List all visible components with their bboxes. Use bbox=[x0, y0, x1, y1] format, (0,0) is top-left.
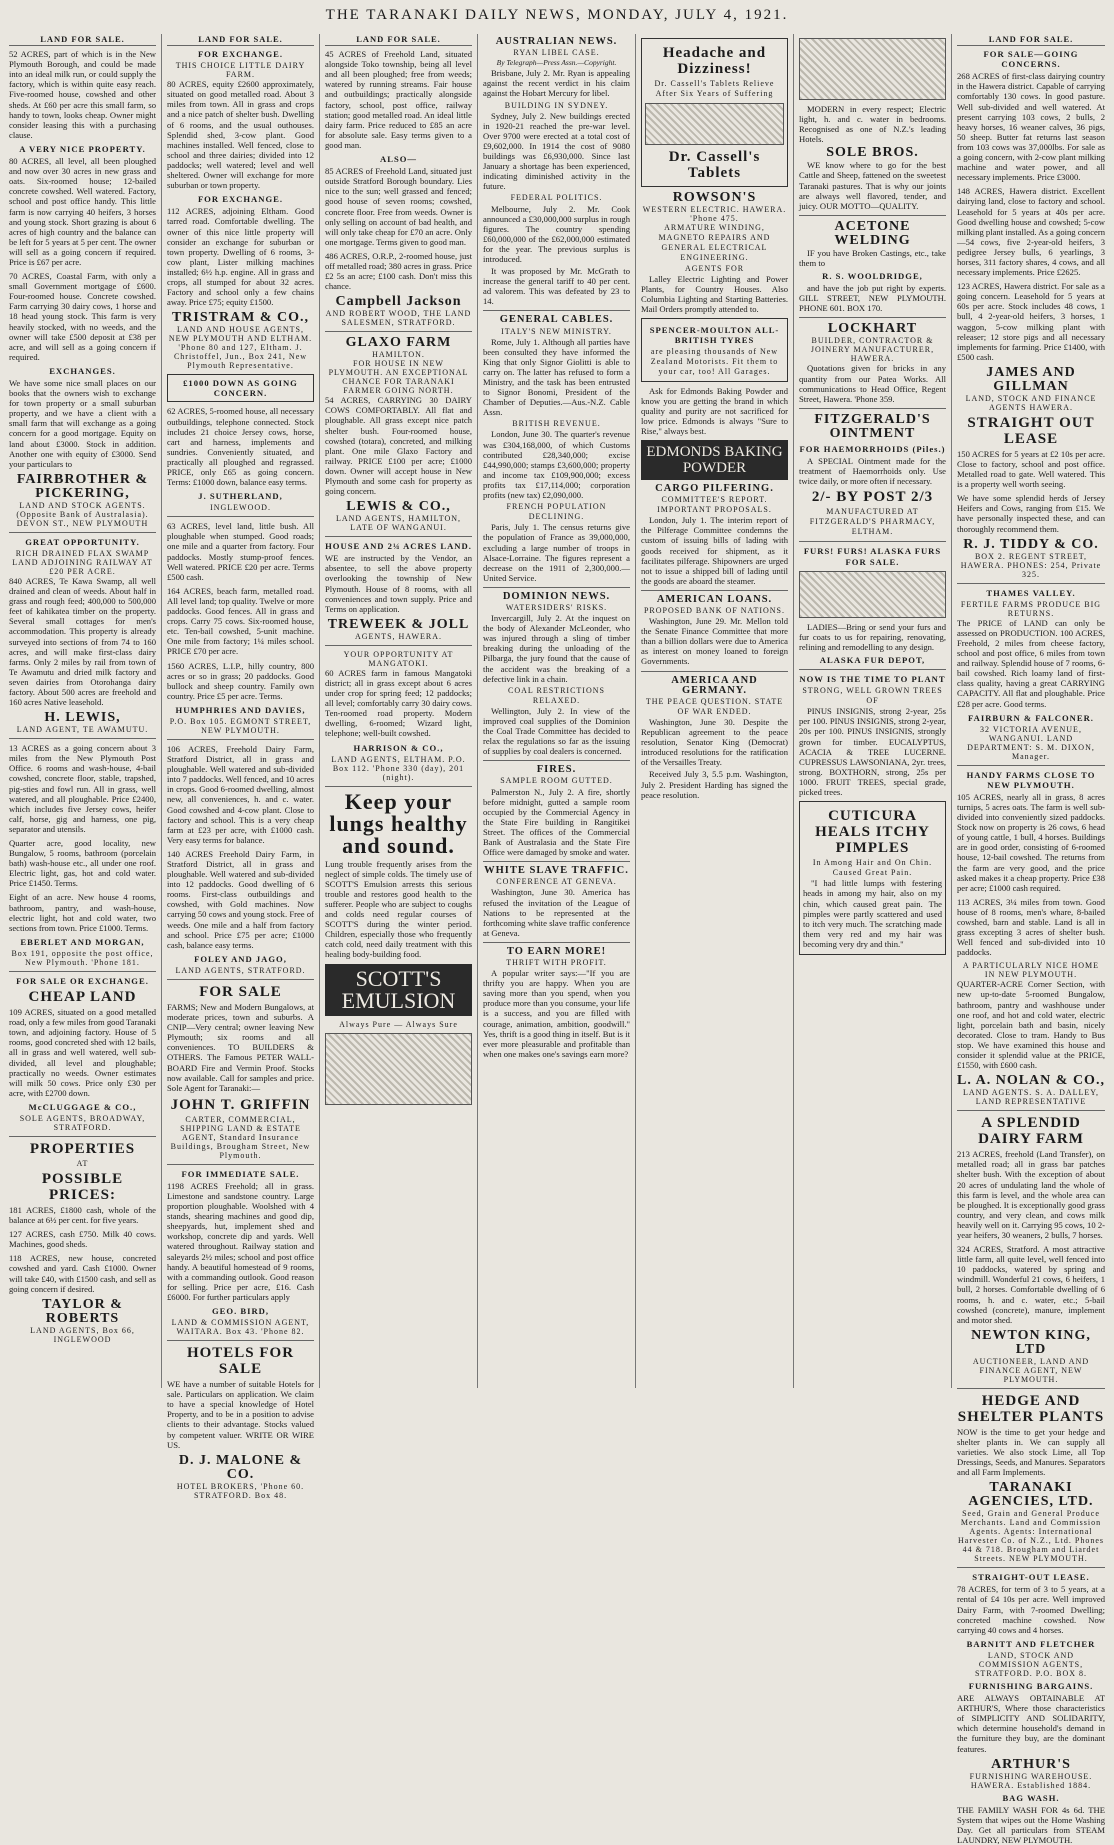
ad-subheading: FOR HOUSE IN NEW PLYMOUTH. AN EXCEPTIONAL CHANCE FOR TARANAKI FARMER GOING NORTH. bbox=[328, 359, 469, 396]
column-7 bbox=[952, 34, 1110, 1845]
section-title: AMERICA AND GERMANY. bbox=[671, 674, 758, 696]
ad-heading: FOR SALE OR EXCHANGE. bbox=[16, 975, 149, 986]
column-head: LAND FOR SALE. bbox=[167, 34, 314, 46]
agent-address: LAND AND HOUSE AGENTS, NEW PLYMOUTH AND ELTHAM. 'Phone 80 and 127, Eltham. J. Christoffel, Jun., Box 241, New Plymouth Representative. bbox=[168, 325, 313, 371]
cuticura-ad bbox=[799, 801, 946, 955]
newton-king-logo: NEWTON KING, LTD bbox=[971, 1327, 1091, 1357]
ad: The PRICE of LAND can only be assessed on PRODUCTION. 100 ACRES, Freehold, 2 miles from cheese factory, school and post office, 6 miles from town and railway. Splendid house of 7 rooms, 6-bail cowshed. Rich loamy land of first-class quality, having a great CARRYING CAPACITY. All flat and ploughable. Price £28 per acre. Good terms. bbox=[957, 617, 1105, 709]
column-3 bbox=[320, 34, 478, 1388]
news-subtitle: COAL RESTRICTIONS RELAXED. bbox=[508, 685, 605, 705]
ad: 80 ACRES, equity £2600 approximately, situated on good metalled road. About 3 miles from town. All in grass and crops and a nice patch of shelter bush. Dwelling of 6 rooms, and the usual outhouses. Splendid shed, 3-cow plant. Good machines installed. Well fenced, close to school and three dairies; divided into 12 paddocks; well watered; level and well sheltered. Owner will exchange for more suburban or town property. bbox=[167, 79, 314, 191]
ad-paragraph: MODERN in every respect; Electric light, h. and c. water in bedrooms. Recognised as one of N.Z.'s leading Hotels. bbox=[799, 104, 946, 145]
ad: 118 ACRES, new house, concreted cowshed and yard. Cash £1000. Owner will take £40, with £1500 cash, and sell as going concern if desired. bbox=[9, 1253, 156, 1294]
divider bbox=[957, 583, 1105, 584]
fox-illustration bbox=[799, 571, 946, 618]
ad-heading: BAG WASH. bbox=[1002, 1792, 1060, 1803]
agent-address: HAMILTON. bbox=[372, 350, 425, 360]
news-paragraph: Received July 3, 5.5 p.m. Washington, July 2. President Harding has signed the peace resolution. bbox=[641, 769, 788, 800]
news-subtitle: RYAN LIBEL CASE. bbox=[513, 48, 600, 58]
column-6 bbox=[794, 34, 952, 1388]
ad: NOW is the time to get your hedge and shelter plants in. We can supply all varieties. We also stock Lime, all Top Dressings, Seeds, and Manures. Separators and all Farm Implements. bbox=[957, 1426, 1105, 1478]
agent-name: TAYLOR & ROBERTS bbox=[42, 1296, 123, 1326]
ad-heading: HANDY FARMS CLOSE TO NEW PLYMOUTH. bbox=[966, 769, 1096, 790]
service-line: AGENTS FOR bbox=[684, 263, 745, 273]
agent-address: AGENTS, HAWERA. bbox=[354, 631, 443, 641]
section-title: TO EARN MORE! bbox=[506, 945, 607, 957]
agent-name: GLAXO FARM bbox=[345, 335, 452, 351]
news-paragraph: Sydney, July 2. New buildings erected in 1920-21 reached the pre-war level. Over 9700 were erected at a total cost of £9,602,000. In 1914 the cost of 9080 buildings was £6,930,000. Since last January a shortage has been experienced, indicating diminished activity in the future. bbox=[483, 110, 630, 192]
ad: We have some nice small places on our books that the owners wish to exchange for town property or a small suburban property, and we have a client with a small farm that will exchange as a going concern for a good mortgage. Equity on land about £3000. Stock in addition. Another one with equity of £3000. Send your particulars to bbox=[9, 378, 156, 469]
divider bbox=[167, 516, 314, 517]
price-line: 2/- BY POST 2/3 bbox=[811, 489, 934, 506]
divider bbox=[799, 408, 946, 409]
news-paragraph: Washington, June 30. America has refused the invitation of the League of Nations to be represented at the forthcoming white slave traffic conference at Geneva. bbox=[483, 887, 630, 938]
cuticura-subline: In Among Hair and On Chin. Caused Great Pain. bbox=[812, 858, 933, 878]
ad-subheading: A PARTICULARLY NICE HOME IN NEW PLYMOUTH. bbox=[962, 961, 1100, 980]
column-5 bbox=[636, 34, 794, 1388]
agent-address: AND ROBERT WOOD, THE LAND SALESMEN, STRATFORD. bbox=[325, 309, 472, 328]
agent-address: BOX 2. REGENT STREET, HAWERA. PHONES: 254, Private 325. bbox=[960, 551, 1102, 579]
ad: THE FAMILY WASH FOR 4s 6d. THE System that wipes out the Home Washing Day. Get all particulars from STEAM LAUNDRY, NEW PLYMOUTH. bbox=[957, 1804, 1105, 1845]
ad: 113 ACRES, 3¼ miles from town. Good house of 8 rooms, men's whare, 8-bailed cowshed, barn and stable. Land is all in grass excepting 3 acres of shelter bush. Well fenced and sub-divided into 10 paddocks. bbox=[957, 896, 1105, 958]
agent-name: J. SUTHERLAND, bbox=[198, 491, 283, 502]
ad: 105 ACRES, nearly all in grass, 8 acres turnips, 5 acres oats. The farm is well sub-divided into conveniently sized paddocks. Stock now on property is 26 cows, 6 head of young cattle, 1 bull, 4 horses. Buildings are in good order, consisting of 6-roomed house, 12-bail cowshed. The returns from the farm are very good, and the price asked makes it a cheap property. Price £38 per acre; £1000 cash required. bbox=[957, 791, 1105, 893]
agent-address: P.O. Box 105. EGMONT STREET, NEW PLYMOUTH. bbox=[169, 716, 312, 735]
scotts-emulsion-logo: SCOTT'S EMULSION bbox=[325, 964, 472, 1016]
news-subtitle: CONFERENCE AT GENEVA. bbox=[496, 877, 617, 887]
ad-heading: FURS! FURS! ALASKA FURS FOR SALE. bbox=[803, 546, 942, 567]
section-title: CARGO PILFERING. bbox=[655, 482, 774, 494]
ad: ARE ALWAYS OBTAINABLE AT ARTHUR'S, Where those characteristics of SIMPLICITY AND SOLIDARITY, which determine household's demand in the furniture they buy, are the dominant features. bbox=[957, 1693, 1105, 1754]
news-paragraph: A popular writer says:—"If you are thrifty you are happy. When you are saving more than you spend, when you produce more than you consume, your life is a success, and you are filled with courage, animation, ambition, goodwill." Yes, thrift is a good thing in itself. But is it ever more pleasurable and profitable than when one makes one's savings earn more? bbox=[483, 968, 630, 1059]
agent-address: FURNISHING WAREHOUSE. HAWERA. Established 1884. bbox=[969, 1771, 1093, 1790]
agent-address: 32 VICTORIA AVENUE, WANGANUI. LAND DEPARTMENT: S. M. DIXON, Manager. bbox=[967, 724, 1095, 761]
divider bbox=[9, 971, 156, 972]
tyres-text: are pleasing thousands of New Zealand Motorists. Fit them to your car, too! All Garages. bbox=[650, 347, 779, 377]
ad-paragraph: Lalley Electric Lighting and Power Plants, for Country Houses. Also Columbia Lighting and Starting Batteries. Mail Orders promptly attended to. bbox=[641, 273, 788, 314]
news-paragraph: Wellington, July 2. In view of the improved coal supplies of the Dominion the Coal Trade Committee has decided to relax the regulations so far as the issuing of supplies by coal dealers is concerned. bbox=[483, 705, 630, 757]
agent-address: LAND AGENTS, HAMILTON, LATE OF WANGANUI. bbox=[335, 514, 462, 533]
ad-heading-large: FOR SALE bbox=[199, 983, 282, 1000]
news-subtitle: THE PEACE QUESTION. STATE OF WAR ENDED. bbox=[645, 696, 784, 716]
service-line: ARMATURE WINDING, MAGNETO REPAIRS AND GENERAL ELECTRICAL ENGINEERING. bbox=[658, 223, 771, 263]
ad-subheading: YOUR OPPORTUNITY AT MANGATOKI. bbox=[343, 649, 454, 668]
ad-paragraph: Quotations given for bricks in any quantity from our Patea Works. All communications to Head Office, Regent Street, Hawera. 'Phone 359. bbox=[799, 363, 946, 404]
ad-heading: A VERY NICE PROPERTY. bbox=[19, 143, 146, 154]
agent-address: HOTEL BROKERS, 'Phone 60. STRATFORD. Box 48. bbox=[176, 1481, 305, 1500]
agent-name: FAIRBROTHER & PICKERING, bbox=[16, 471, 149, 501]
news-credit: By Telegraph—Press Assn.—Copyright. bbox=[496, 58, 617, 68]
divider bbox=[167, 739, 314, 740]
ad-heading: GREAT OPPORTUNITY. bbox=[25, 536, 140, 547]
cuticura-testimonial: "I had little lumps with festering heads in among my hair, also on my chin, which caused great pain. The pimples were partly scattered and used to itch very much. The scratching made them very red and my hair was becoming very dry and thin." bbox=[803, 878, 942, 949]
column-head: LAND FOR SALE. bbox=[325, 34, 472, 46]
news-paragraph: Invercargill, July 2. At the inquest on the body of Alexander McLeonder, who was injured through a sling of timber breaking during the unloading of the Pilbarga, the jury found that the cause of the accident was the breaking of a defective link in a chain. bbox=[483, 613, 630, 684]
agent-name: EBERLET AND MORGAN, bbox=[20, 936, 145, 947]
tyres-ad bbox=[641, 318, 788, 381]
ad-heading: NOW IS THE TIME TO PLANT bbox=[799, 674, 946, 684]
divider bbox=[641, 590, 788, 591]
ad: 324 ACRES, Stratford. A most attractive little farm, all quite level, well fenced into 10 paddocks, watered by spring and windmill. Wonderful 21 cows, 6 heifers, 1 bull, 2 horses. Comfortable dwelling of 6 rooms, h. and c. water, etc.; 5-bail cowshed (concrete), manure, implement and motor shed. bbox=[957, 1244, 1105, 1325]
agent-address: Box 191, opposite the post office, New Plymouth. 'Phone 181. bbox=[11, 948, 154, 967]
ad: 1560 ACRES, L.I.P., hilly country, 800 acres or so in grass; 20 paddocks. Good bullock and sheep country. Family own country. Price £5 per acre. Terms. bbox=[167, 660, 314, 701]
ad-subheading: THIS CHOICE LITTLE DAIRY FARM. bbox=[175, 61, 306, 80]
news-subtitle: COMMITTEE'S REPORT. IMPORTANT PROPOSALS. bbox=[657, 495, 772, 515]
agent-name: LOCKHART bbox=[827, 321, 918, 337]
divider bbox=[957, 1388, 1105, 1389]
divider bbox=[957, 765, 1105, 766]
ad: 1198 ACRES Freehold; all in grass. Limestone and sandstone country. Large proportion ploughable. Woolshed with 4 stands, shearing machines and good dip, sheepyards, hut, implement shed and workshop, concrete dip and yards. Well watered throughout. Railway station and saleyards 2½ miles; school and post office handy. A beautiful homestead of 9 rooms, with a commanding outlook. Good reason for selling. Price per acre, £16. Cash £6000. For further particulars apply bbox=[167, 1180, 314, 1302]
ad-heading: THAMES VALLEY. bbox=[986, 587, 1076, 598]
section-title: AUSTRALIAN NEWS. bbox=[495, 36, 618, 47]
portrait-illustration bbox=[645, 103, 784, 145]
cassells-product: Dr. Cassell's Tablets bbox=[668, 149, 761, 182]
boxed-heading: £1000 DOWN AS GOING CONCERN. bbox=[167, 374, 314, 402]
ad-heading: ALSO— bbox=[380, 154, 417, 165]
agent-name: TRISTRAM & CO., bbox=[171, 310, 310, 326]
hotel-illustration bbox=[799, 38, 946, 100]
column-2 bbox=[162, 34, 320, 1500]
ad-subheading: RICH DRAINED FLAX SWAMP LAND ADJOINING RAILWAY AT £20 PER ACRE. bbox=[12, 548, 153, 576]
ad: 148 ACRES, Hawera district. Excellent dairying land, close to factory and school. Leasehold for 5 years at 40s per acre. Good dwelling house and cowshed; 5-cow milking plant installed. As a going concern—54 cows, five 2-year-old heifers, 3 pedigree Jersey bulls, 6 yearlings, 3 horses, 311 factory shares, 4 cows, and all necessary implements. Price £2625. bbox=[957, 186, 1105, 278]
agent-address: LAND AGENTS, Box 66, INGLEWOOD bbox=[30, 1325, 135, 1344]
section-title: FIRES. bbox=[536, 764, 577, 776]
ad-heading: FOR SALE—GOING CONCERNS. bbox=[983, 49, 1079, 70]
edmonds-logo: EDMONDS BAKING POWDER bbox=[641, 440, 788, 480]
ad: 123 ACRES, Hawera district. For sale as a going concern. Leasehold for 5 years at 60s per acre. Stock includes 48 cows, 1 bull, 4 2-year-old heifers, 3 horses, 1 waggon, 5-cow milking plant with releaser; 12 store pigs and all necessary implements for farming. Price £1400, with £500 cash. bbox=[957, 281, 1105, 362]
news-paragraph: Palmerston N., July 2. A fire, shortly before midnight, gutted a sample room occupied by the Commercial Agency in the State Fire building in Rangitikei Street. The offices of the Commercial Bank of Australasia and the State Fire Office were damaged by smoke and water. bbox=[483, 786, 630, 858]
column-1 bbox=[4, 34, 162, 1388]
agent-name: ROWSON'S bbox=[672, 190, 757, 206]
agent-address: WESTERN ELECTRIC. HAWERA. 'Phone 475. bbox=[642, 205, 787, 224]
divider bbox=[167, 1340, 314, 1341]
ad-heading-large: HOTELS FOR SALE bbox=[186, 1345, 295, 1378]
ad: 13 ACRES as a going concern about 3 miles from the New Plymouth Post Office. 6 rooms and wash-house, 4-bail cowshed, concrete floor, stable, trapshed, pig-sties and fowl run. All in grass, well watered, and all ploughable. Price £2400, which includes five Jersey cows, heifer calf, horse, gig and harness, one pig, separator and utensils. bbox=[9, 743, 156, 834]
news-subtitle: WATERSIDERS' RISKS. bbox=[505, 602, 608, 612]
section-title: GENERAL CABLES. bbox=[499, 314, 614, 326]
agent-name: L. A. NOLAN & CO., bbox=[957, 1073, 1105, 1089]
masthead: THE TARANAKI DAILY NEWS, MONDAY, JULY 4, 1921. bbox=[325, 7, 789, 23]
divider bbox=[9, 738, 156, 739]
agent-name: H. LEWIS, bbox=[44, 710, 121, 726]
agent-address: LAND AGENT, TE AWAMUTU. bbox=[16, 725, 149, 735]
ad: WE have a number of suitable Hotels for sale. Particulars on application. We claim to have a special knowledge of Hotel Property, and to be in a position to advise clients to their advantage. Stocks valued by competent valuer. WRITE OR WIRE US. bbox=[167, 1379, 314, 1450]
ad-heading: FOR EXCHANGE. bbox=[197, 49, 284, 60]
agent-name: JOHN T. GRIFFIN bbox=[170, 1096, 311, 1113]
ad: QUARTER-ACRE Corner Section, with new up-to-date 5-roomed Bungalow, bathroom, pantry and washhouse under one roof, and hot and cold water, electric light, porcelain bath and basin, nicely decorated. Close to tram. Handy to Bus stop. We have examined this house and consider it splendid value at the PRICE, £1550, with £600 cash. bbox=[957, 979, 1105, 1071]
agent-name: FAIRBURN & FALCONER. bbox=[968, 712, 1094, 723]
agent-name: R. J. TIDDY & CO. bbox=[963, 536, 1099, 552]
columns bbox=[4, 34, 1110, 1845]
ad: Lung trouble frequently arises from the neglect of simple colds. The timely use of SCOTT'S Emulsion arrests this serious trouble and restores good health to the sufferer. People who are subject to coughs and colds need regular courses of SCOTT'S during the winter period. Children, especially those who frequently catch cold, need daily treatment with this healing body-building food. bbox=[325, 858, 472, 960]
fisherman-illustration bbox=[325, 1033, 472, 1105]
ad: FARMS; New and Modern Bungalows, at moderate prices, town and suburbs. A CNIP—Very central; owner leaving New Plymouth; six rooms and all conveniences. TO BUILDERS & OTHERS. The Famous PETER WALL-BOARD Fire and Vermin Proof. Stocks now available. Call for samples and price. Sole Agent for Taranaki:— bbox=[167, 1001, 314, 1093]
news-paragraph: It was proposed by Mr. McGrath to increase the general tariff to 40 per cent. ad valorem. This was defeated by 23 to 14. bbox=[483, 266, 630, 307]
agent-name: JAMES AND GILLMAN bbox=[986, 364, 1076, 394]
ad-paragraph: PINUS INSIGNIS, strong 2-year, 25s per 100. PINUS INSIGNIS, strong 2-year, 20s per 100. PINUS INSIGNIS, strongly grown for timber. EUCALYPTUS, ACACIA & TREE LUCERNE. CUPRESSUS LAWSONIANA, 2yr. trees, strong. BOXTHORN, strong, 25s per 1000. FRUIT TREES, special grade, picked trees. bbox=[799, 706, 946, 798]
agent-name: TREWEEK & JOLL bbox=[327, 616, 470, 632]
divider bbox=[799, 215, 946, 216]
section-title: DOMINION NEWS. bbox=[502, 590, 611, 602]
ad: 486 ACRES, O.R.P., 2-roomed house, just off metalled road; 380 acres in grass. Price £2 5s an acre; £100 cash. Don't miss this chance. bbox=[325, 250, 472, 292]
ad: 85 ACRES of Freehold Land, situated just outside Stratford Borough boundary. Lies nice to the sun; well grassed and fenced; good house of seven rooms; cowshed, concrete floor. Free from weeds. Owner is only selling on account of bad health, and will only take cheap for £70 an acre. Only one mortgage. Terms given to good man. bbox=[325, 166, 472, 247]
agent-name: BARNITT AND FLETCHER bbox=[966, 1638, 1096, 1649]
cassells-headline: Headache and Dizziness! bbox=[662, 45, 767, 77]
divider bbox=[799, 669, 946, 670]
ad-heading: FOR HAEMORRHOIDS (Piles.) bbox=[799, 443, 946, 454]
ad: Eight of an acre. New house 4 rooms, bathroom, pantry, and wash-house, electric light, hot and cold water, two sections from town. Price £1000. Terms. bbox=[9, 892, 156, 933]
ad: Quarter acre, good locality, new Bungalow, 5 rooms, bathroom (porcelain bath) wash-house etc., all under one roof. Electric light, gas, hot and cold water. Price £1450. Terms. bbox=[9, 838, 156, 889]
ad: 150 ACRES for 5 years at £2 10s per acre. Close to factory, school and post office. Metalled road to gate. Well watered. This is a property well worth seeing. bbox=[957, 448, 1105, 490]
divider bbox=[957, 1110, 1105, 1111]
news-paragraph: Melbourne, July 2. Mr. Cook announced a £30,000,000 surplus in rough figures. The country spending £60,000,000 of the £62,000,000 estimated for the year. The previous surplus is introduced. bbox=[483, 203, 630, 264]
agent-address: AUCTIONEER, LAND AND FINANCE AGENT, NEW PLYMOUTH. bbox=[972, 1356, 1090, 1384]
agent-name: ALASKA FUR DEPOT, bbox=[819, 654, 926, 665]
ad-paragraph: A SPECIAL Ointment made for the treatment of Haemorrhoids only. Use twice daily, or more often if necessary. bbox=[799, 455, 946, 487]
ad: 70 ACRES, Coastal Farm, with only a small Government mortgage of £600. Four-roomed house. Concrete cowshed. Farm carrying 30 dairy cows, 1 horse and 18 head young stock. This farm is very heavily stocked, with no weeds, and the owner will take £500 deposit at £38 per acre, and will sell as a going concern if required. bbox=[9, 271, 156, 362]
ad-heading-large: POSSIBLE PRICES: bbox=[41, 1170, 124, 1203]
divider bbox=[9, 532, 156, 533]
news-subtitle: BRITISH REVENUE. bbox=[512, 419, 601, 429]
agent-name: HARRISON & CO., bbox=[353, 742, 444, 753]
ad: 164 ACRES, beach farm, metalled road. All level land; top quality. Twelve or more paddocks. Good fences. All in grass and crops. Carry 75 cows. Six-roomed house, etc. Ten-bail cowshed, 5-unit machine. One mile from factory; 1¼ miles school. PRICE £70 per acre. bbox=[167, 585, 314, 657]
news-subtitle: BUILDING IN SYDNEY. bbox=[504, 100, 609, 110]
divider bbox=[483, 760, 630, 761]
ad-heading-large: A SPLENDID DAIRY FARM bbox=[978, 1115, 1084, 1148]
ad: 54 ACRES, CARRYING 30 DAIRY COWS COMFORTABLY. All flat and ploughable. All grass except nice patch shelter bush. Four-roomed house, cowshed (totara), concreted, and milking plant. One mile Glaxo Factory and railway. PRICE £100 per acre; £1000 down. Owner will accept house in New Plymouth and some cash for property as going concern. bbox=[325, 395, 472, 497]
column-head: LAND FOR SALE. bbox=[9, 34, 156, 46]
agent-name: McCLUGGAGE & CO., bbox=[28, 1101, 137, 1112]
ad: 45 ACRES of Freehold Land, situated alongside Toko township, being all level and all been ploughed; free from weeds; watered by running streams. Fair house and outbuildings; practically alongside factory, school, post office, railway station; good metalled road. An ideal little dairy farm. Price reduced to £85 an acre for absolute sale. Easy terms given to a good man. bbox=[325, 49, 472, 150]
ad: 63 ACRES, level land, little bush. All ploughable when stumped. Good roads; one mile and a quarter from factory. Four paddocks. Mostly stump-proof fences. Well watered. PRICE £20 per acre. Terms £500 cash. bbox=[167, 521, 314, 582]
column-head: LAND FOR SALE. bbox=[957, 34, 1105, 46]
news-paragraph: Washington, June 29. Mr. Mellon told the Senate Finance Committee that more than a billion dollars were due to America as interest on money loaned to foreign Governments. bbox=[641, 616, 788, 667]
news-paragraph: London, July 1. The interim report of the Pilferage Committee condemns the custom of issuing bills of lading with goods received for shipment, as it facilitates pilferage. Shipowners are urged not to issue a shipped bill of lading until the goods are aboard the steamer. bbox=[641, 515, 788, 586]
cuticura-headline: CUTICURA HEALS ITCHY PIMPLES bbox=[815, 808, 930, 857]
agent-address: Seed, Grain and General Produce Merchants. Land and Commission Agents. Agents: International Harvester Co. of N.Z., Ltd. Phones 44 & 718. Brougham and Liardet Streets. NEW PLYMOUTH. bbox=[958, 1509, 1104, 1564]
ad: 62 ACRES, 5-roomed house, all necessary outbuildings, telephone connected. Stock includes 21 choice Jersey cows, horse, cart and harness, implements and sundries. Conveniently situated, and practically all ploughed and regrassed. PRICE, only £65 as going concern. Terms: £1000 down, balance easy terms. bbox=[167, 406, 314, 488]
divider bbox=[167, 979, 314, 980]
agent-address: LAND, STOCK AND FINANCE AGENTS HAWERA. bbox=[965, 393, 1097, 412]
ad-heading: FOR EXCHANGE. bbox=[197, 194, 284, 205]
news-subtitle: FRENCH POPULATION DECLINING. bbox=[506, 502, 607, 522]
divider bbox=[641, 671, 788, 672]
agent-name: SOLE BROS. bbox=[826, 145, 919, 161]
divider bbox=[325, 536, 472, 537]
divider bbox=[799, 541, 946, 542]
ad-heading: FOR IMMEDIATE SALE. bbox=[181, 1168, 300, 1179]
news-paragraph: Rome, July 1. Although all parties have been consulted they have informed the King that only Signor Giolitti is able to carry on. The latter has refused to form a Ministry, and the task has been entrusted to Signor Bonomi, President of the Chamber of Deputies.—Aus.-N.Z. Cable Assn. bbox=[483, 336, 630, 418]
divider bbox=[325, 645, 472, 646]
cassells-subline: Dr. Cassell's Tablets Relieve After Six Years of Suffering bbox=[654, 79, 775, 99]
divider bbox=[167, 1164, 314, 1165]
ad-heading-large: PROPERTIES bbox=[29, 1140, 136, 1157]
ad-subheading: STRONG, WELL GROWN TREES OF bbox=[802, 686, 943, 706]
section-title: WHITE SLAVE TRAFFIC. bbox=[484, 865, 629, 877]
news-paragraph: London, June 30. The quarter's revenue was £304,168,000, of which Customs contributed £28,340,000; excise £44,990,000; stamps £3,600,000; property and income tax £109,900,000; excess profits tax £17,114,000; corporation profits (new tax) £2,090,000. bbox=[483, 429, 630, 501]
divider bbox=[483, 942, 630, 943]
ad-heading-large: CHEAP LAND bbox=[28, 989, 137, 1006]
ad-heading-large: STRAIGHT OUT LEASE bbox=[967, 414, 1095, 447]
ad-heading-large: HEDGE AND SHELTER PLANTS bbox=[957, 1392, 1105, 1425]
agent-name: LEWIS & CO., bbox=[346, 499, 451, 515]
agent-address: LAND & COMMISSION AGENT, WAITARA. Box 43. 'Phone 82. bbox=[171, 1318, 310, 1337]
agent-address: SOLE AGENTS, BROADWAY, STRATFORD. bbox=[19, 1113, 146, 1132]
news-subtitle: THRIFT WITH PROFIT. bbox=[506, 957, 607, 967]
news-subtitle: PROPOSED BANK OF NATIONS. bbox=[643, 606, 786, 615]
ad: 127 ACRES, cash £750. Milk 40 cows. Machines, good sheds. bbox=[9, 1229, 156, 1250]
agent-name: HUMPHRIES AND DAVIES, bbox=[175, 704, 306, 715]
agent-name: GEO. BIRD, bbox=[211, 1306, 270, 1316]
divider bbox=[483, 861, 630, 862]
divider bbox=[9, 1136, 156, 1137]
news-paragraph: Brisbane, July 2. Mr. Ryan is appealing against the recent verdict in his claim against the Hobart Mercury for libel. bbox=[483, 68, 630, 99]
ad-paragraph: and have the job put right by experts. GILL STREET, NEW PLYMOUTH. PHONE 601. BOX 170. bbox=[799, 283, 946, 314]
divider bbox=[483, 310, 630, 311]
divider bbox=[325, 331, 472, 332]
divider bbox=[325, 786, 472, 787]
agent-address: LAND AGENTS, STRATFORD. bbox=[175, 965, 306, 975]
scotts-tagline: Always Pure — Always Sure bbox=[339, 1019, 458, 1029]
section-title: AMERICAN LOANS. bbox=[656, 593, 773, 605]
ad-paragraph: IF you have Broken Castings, etc., take them to bbox=[799, 247, 946, 268]
agent-address: LAND AGENTS. S. A. DALLEY, LAND REPRESENTATIVE bbox=[962, 1088, 1100, 1107]
ad: 140 ACRES Freehold Dairy Farm, in Stratford District, all in grass and ploughable. Well watered and sub-divided into 12 paddocks. Good dwelling of 6 rooms. First-class outbuildings and cowshed, with Gold machines. Now carrying 50 cows and young stock. Free of weeds. One mile and a half from factory and school. Price £75 per acre; £1000 cash, balance easy terms. bbox=[167, 848, 314, 950]
ad: 268 ACRES of first-class dairying country in the Hawera district. Capable of carrying comfortably 130 cows. In good pasture. Well sub-divided and well watered. At present carrying 103 cows, 2 bulls, 2 heavy horses, 16 weaner calves, 36 pigs, 50 sheep. Butter fat returns last season from 103 cows was 37,000lbs. For sale as a going concern, with 2-cow plant milking machine and water power, and all necessary implements. Price £3000. bbox=[957, 71, 1105, 183]
agent-name: ARTHUR'S bbox=[991, 1756, 1071, 1772]
ad-heading: FURNISHING BARGAINS. bbox=[968, 1680, 1094, 1691]
ad-subheading: FERTILE FARMS PRODUCE BIG RETURNS. bbox=[960, 599, 1102, 618]
ad-paragraph: LADIES—Bring or send your furs and fur coats to us for repairing, renovating, relining and remodelling to any design. bbox=[799, 621, 946, 652]
ad-heading: EXCHANGES. bbox=[49, 365, 116, 376]
ad: 52 ACRES, part of which is in the New Plymouth Borough, and could be made into an ideal milk run, or could supply the factory, which is within quite easy reach. Five-roomed house, cowshed and other sheds. At £60 per acre this small farm, so handy to town, looks cheap. Owner might consider leasing this with a purchasing clause. bbox=[9, 49, 156, 140]
news-subtitle: ITALY'S NEW MINISTRY. bbox=[501, 326, 612, 336]
ad-subheading: AT bbox=[76, 1158, 89, 1168]
agent-name: ACETONE WELDING bbox=[834, 218, 911, 248]
ad: 80 ACRES, all level, all been ploughed and now over 30 acres in new grass and oats. Six-roomed house; 12-bailed concrete cowshed. Well watered. Factory, school and post office handy. This little farm is now carrying 40 heifers, 3 horses and young stock. Short grazing is about 6 acres of high country and the balance can be left for 5 years at 5 per cent. The owner will sell as a going concern if required. Price is £67 per acre. bbox=[9, 156, 156, 267]
agent-name: D. J. MALONE & CO. bbox=[178, 1452, 303, 1482]
agent-name: TARANAKI AGENCIES, LTD. bbox=[968, 1480, 1094, 1510]
agent-address: LAND, STOCK AND COMMISSION AGENTS, STRATFORD. P.O. BOX 8. bbox=[974, 1650, 1088, 1678]
ad-footer: MANUFACTURED AT FITZGERALD'S PHARMACY, ELTHAM. bbox=[809, 507, 936, 537]
agent-name: FOLEY AND JAGO, bbox=[194, 953, 287, 964]
agent-address: CARTER, COMMERCIAL, SHIPPING LAND & ESTATE AGENT, Standard Insurance Buildings, Brougham Street, New Plymouth. bbox=[170, 1114, 311, 1160]
ad-heading: STRAIGHT-OUT LEASE. bbox=[972, 1572, 1090, 1583]
divider bbox=[957, 1567, 1105, 1568]
ad: 181 ACRES, £1800 cash, whole of the balance at 6½ per cent. for five years. bbox=[9, 1204, 156, 1226]
scotts-headline: Keep your lungs healthy and sound. bbox=[329, 788, 468, 858]
ad-heading: HOUSE AND 2¼ ACRES LAND. bbox=[325, 541, 472, 552]
ad: WE are instructed by the Vendor, an absentee, to sell the above property overlooking the township of New Plymouth. House of 8 rooms, with all conveniences and town supply. Price and Terms on application. bbox=[325, 553, 472, 614]
ad: 106 ACRES, Freehold Dairy Farm, Stratford District, all in grass and ploughable. Well watered and sub-divided into 7 paddocks. Well fenced, and 10 acres in crops. Good 6-roomed dwelling, almost new, all conveniences, h. and c. water. Good cowshed and 4-cow plant. Close to factory and school. This is a very cheap farm at £23 per acre, with £1000 cash. Very easy terms for balance. bbox=[167, 743, 314, 845]
cassells-ad bbox=[641, 38, 788, 187]
agent-address: LAND AGENTS, ELTHAM. P.O. Box 112. 'Phone 330 (day), 201 (night). bbox=[331, 754, 466, 782]
ad-paragraph: WE know where to go for the best Cattle and Sheep, fattened on the sweetest Taranaki pastures. That is why our joints are always well flavored, tender, and juicy. OUR MOTTO—QUALITY. bbox=[799, 160, 946, 211]
agent-name: Campbell Jackson bbox=[335, 294, 462, 310]
news-paragraph: Paris, July 1. The census returns give the population of France as 39,000,000, excluding a large number of troops in Alsace-Lorraine. The figures represent a decrease on the 1911 of 2,300,000.—United Service. bbox=[483, 522, 630, 583]
ad: 60 ACRES farm in famous Mangatoki district; all in grass except about 6 acres under crop for spring feed; 12 paddocks; all level; comfortably carry 30 dairy cows. Ten-roomed road property. Modern dwelling, 6-roomed; Wizard light, telephone; well-built cowshed. bbox=[325, 667, 472, 739]
column-4 bbox=[478, 34, 636, 1388]
agent-address: INGLEWOOD. bbox=[210, 503, 271, 513]
agent-address: BUILDER, CONTRACTOR & JOINERY MANUFACTURER, HAWERA. bbox=[810, 336, 935, 364]
divider bbox=[483, 587, 630, 588]
agent-name: R. S. WOOLDRIDGE, bbox=[822, 271, 923, 282]
ad: 213 ACRES, freehold (Land Transfer), on metalled road; all in grass bar patches shelter bush. With the exception of about 20 acres of undulating land the whole of this farm is level, and the whole area can be ploughed. It is exceptionally good grass country, and very clean, and cows milk heavily well on it. Carrying 95 cows, 10 2-year heifers, 30 weaners, 2 bulls, 7 horses. bbox=[957, 1149, 1105, 1240]
divider bbox=[799, 317, 946, 318]
ad: 840 ACRES, Te Kawa Swamp, all well drained and clean of weeds. About half in grass and rough feed; 400,000 to 500,000 feet of kahikatea timber on the property. Several small cottages for men's accommodation. This property is already surveyed into sections of from 74 to 160 acres, and will make first-class dairy farms. Only 2 miles by rail from town of Te Awamutu and dried milk factory and seven dairies from Otorohanga dairy factory. About 500 acres are freehold and 160 acres Native leasehold. bbox=[9, 575, 156, 708]
news-subtitle: FEDERAL POLITICS. bbox=[510, 193, 603, 203]
agent-address: LAND AND STOCK AGENTS. (Opposite Bank of Australasia). DEVON ST., NEW PLYMOUTH bbox=[16, 500, 149, 528]
news-paragraph: Washington, June 30. Despite the Republican agreement to the peace resolution, Senator King (Democrat) introduced resolutions for the ratification of the Versailles Treaty. bbox=[641, 716, 788, 768]
agent-name: FITZGERALD'S OINTMENT bbox=[814, 411, 931, 441]
ad: 78 ACRES, for term of 3 to 5 years, at a rental of £4 10s per acre. Well improved Dairy Farm, with 7-roomed Dwelling; concreted machine cowshed. Now carrying 40 cows and 4 horses. bbox=[957, 1584, 1105, 1635]
tyres-headline: SPENCER-MOULTON ALL-BRITISH TYRES bbox=[649, 325, 780, 346]
ad-paragraph: Ask for Edmonds Baking Powder and know you are getting the brand in which quality and purity are not sacrificed for low price. Edmonds is always "Sure to Rise," always best. bbox=[641, 385, 788, 436]
ad: We have some splendid herds of Jersey Heifers and Cows, ranging from £15. We have personally inspected these, and can thoroughly recommend them. bbox=[957, 493, 1105, 534]
news-subtitle: SAMPLE ROOM GUTTED. bbox=[500, 776, 613, 786]
ad: 112 ACRES, adjoining Eltham. Good tarred road. Comfortable dwelling. The owner of this nice little property will consider an exchange for suburban or town property. Dwelling of 6 rooms, 3-cow plant, Lister milking machines installed; 6½ h.p. engine. All in grass and crops, all stumped for about 32 acres. Factory and school only a few chains away. Price £75; equity £1500. bbox=[167, 206, 314, 308]
ad: 109 ACRES, situated on a good metalled road, only a few miles from good Taranaki town, and adjoining factory. House of 5 rooms, good concreted shed with 12 bails, all in grass and well watered, well sub-divided, all level and ploughable; practically no weeds. Owner estimates will milk 50 cows. Price only £30 per acre, with £2700 down. bbox=[9, 1007, 156, 1098]
